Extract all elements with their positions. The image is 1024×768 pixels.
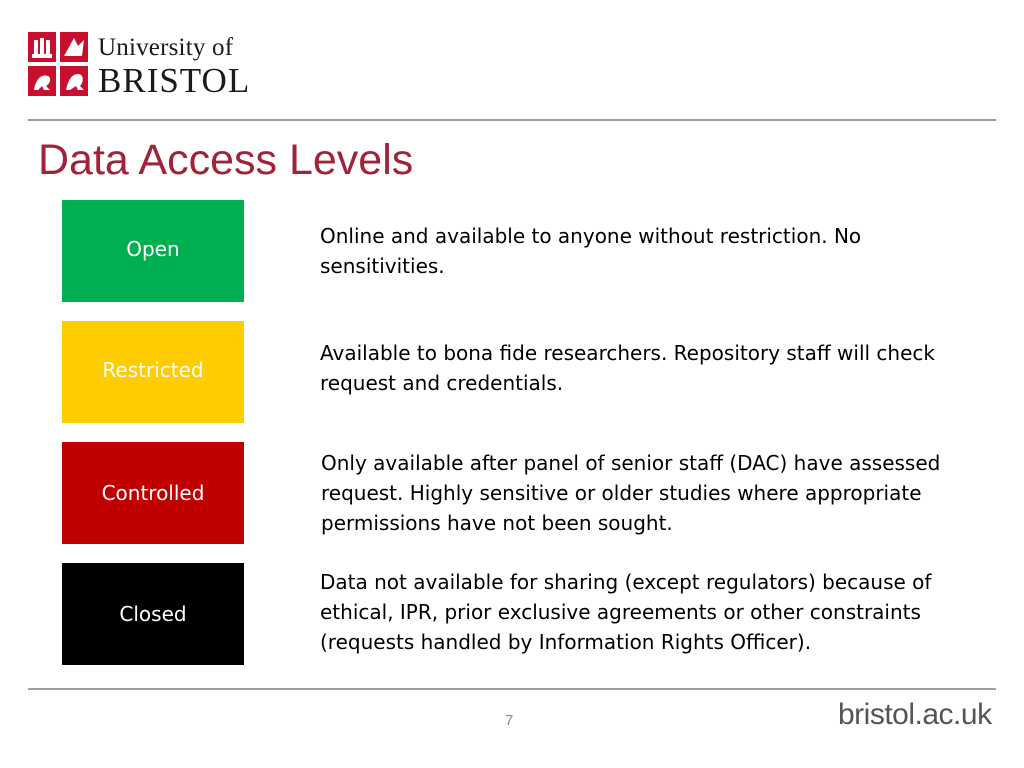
- access-level-closed-box: [62, 563, 244, 665]
- slide-title: Data Access Levels: [38, 136, 414, 184]
- footer-divider: [28, 688, 996, 690]
- logo-text-bristol: BRISTOL: [98, 61, 251, 100]
- university-crest-icon: [26, 28, 90, 98]
- access-level-restricted-box: [62, 321, 244, 423]
- access-level-open-description: Online and available to anyone without restriction. No sensitivities.: [320, 224, 862, 278]
- page-number: 7: [505, 712, 514, 729]
- header-divider: [28, 119, 996, 121]
- logo-text-university-of: University of: [98, 34, 234, 61]
- access-level-closed-description: Data not available for sharing (except regulators) because of ethical, IPR, prior exclusive agreements or other constraints (requests handled by Information Rights Officer).: [320, 570, 932, 654]
- access-level-restricted-description: Available to bona fide researchers. Repository staff will check request and credentials.: [320, 341, 935, 395]
- university-logo: [26, 28, 256, 100]
- access-level-closed-label: Closed: [119, 602, 187, 626]
- access-level-controlled-description: Only available after panel of senior staff (DAC) have assessed request. Highly sensitive or older studies where appropriate permissions have not been sought.: [321, 451, 941, 535]
- access-level-open-box: [62, 200, 244, 302]
- access-level-controlled-box: [62, 442, 244, 544]
- access-level-open-label: Open: [126, 237, 180, 261]
- footer-url: bristol.ac.uk: [838, 698, 992, 731]
- access-level-controlled-label: Controlled: [101, 481, 205, 505]
- access-level-restricted-label: Restricted: [102, 358, 204, 382]
